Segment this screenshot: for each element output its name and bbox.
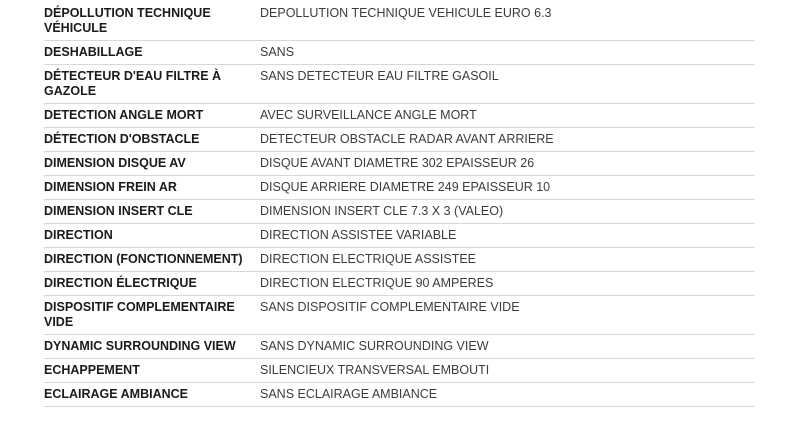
spec-value: SANS ECLAIRAGE AMBIANCE <box>260 387 438 401</box>
spec-label: DESHABILLAGE <box>44 45 143 59</box>
spec-label: DÉPOLLUTION TECHNIQUE VÉHICULE <box>44 6 211 35</box>
table-row <box>44 335 755 359</box>
table-row <box>44 104 755 128</box>
table-row <box>44 359 755 383</box>
spec-value: AVEC SURVEILLANCE ANGLE MORT <box>260 108 477 122</box>
table-row <box>44 296 755 335</box>
table-row <box>44 200 755 224</box>
spec-label: DIMENSION INSERT CLE <box>44 204 193 218</box>
spec-value: SANS <box>260 45 295 59</box>
spec-value: SANS DYNAMIC SURROUNDING VIEW <box>260 339 489 353</box>
table-row <box>44 383 755 407</box>
table-row <box>44 65 755 104</box>
spec-value: SANS DETECTEUR EAU FILTRE GASOIL <box>260 69 499 83</box>
spec-label: DISPOSITIF COMPLEMENTAIRE VIDE <box>44 300 235 329</box>
table-row <box>44 248 755 272</box>
spec-value: DIRECTION ELECTRIQUE 90 AMPERES <box>260 276 494 290</box>
spec-value: DETECTEUR OBSTACLE RADAR AVANT ARRIERE <box>260 132 554 146</box>
vehicle-spec-table <box>44 2 755 407</box>
spec-value: SILENCIEUX TRANSVERSAL EMBOUTI <box>260 363 490 377</box>
spec-label: ECHAPPEMENT <box>44 363 140 377</box>
table-row <box>44 272 755 296</box>
spec-value: DIMENSION INSERT CLE 7.3 X 3 (VALEO) <box>260 204 504 218</box>
table-row <box>44 2 755 41</box>
spec-value: DIRECTION ASSISTEE VARIABLE <box>260 228 457 242</box>
spec-label: DYNAMIC SURROUNDING VIEW <box>44 339 236 353</box>
table-row <box>44 224 755 248</box>
spec-label: DIRECTION (FONCTIONNEMENT) <box>44 252 243 266</box>
spec-value: DEPOLLUTION TECHNIQUE VEHICULE EURO 6.3 <box>260 6 552 20</box>
spec-label: DIRECTION ÉLECTRIQUE <box>44 276 197 290</box>
spec-value: DISQUE AVANT DIAMETRE 302 EPAISSEUR 26 <box>260 156 535 170</box>
table-row <box>44 176 755 200</box>
spec-label: DÉTECTION D'OBSTACLE <box>44 132 200 146</box>
spec-value: DIRECTION ELECTRIQUE ASSISTEE <box>260 252 477 266</box>
spec-label: DIMENSION FREIN AR <box>44 180 177 194</box>
spec-value: DISQUE ARRIERE DIAMETRE 249 EPAISSEUR 10 <box>260 180 551 194</box>
table-row <box>44 152 755 176</box>
spec-label: DIMENSION DISQUE AV <box>44 156 186 170</box>
spec-label: DIRECTION <box>44 228 113 242</box>
spec-value: SANS DISPOSITIF COMPLEMENTAIRE VIDE <box>260 300 520 314</box>
table-row <box>44 128 755 152</box>
table-row <box>44 41 755 65</box>
spec-label: DETECTION ANGLE MORT <box>44 108 204 122</box>
spec-label: DÉTECTEUR D'EAU FILTRE À GAZOLE <box>44 69 222 98</box>
spec-label: ECLAIRAGE AMBIANCE <box>44 387 188 401</box>
